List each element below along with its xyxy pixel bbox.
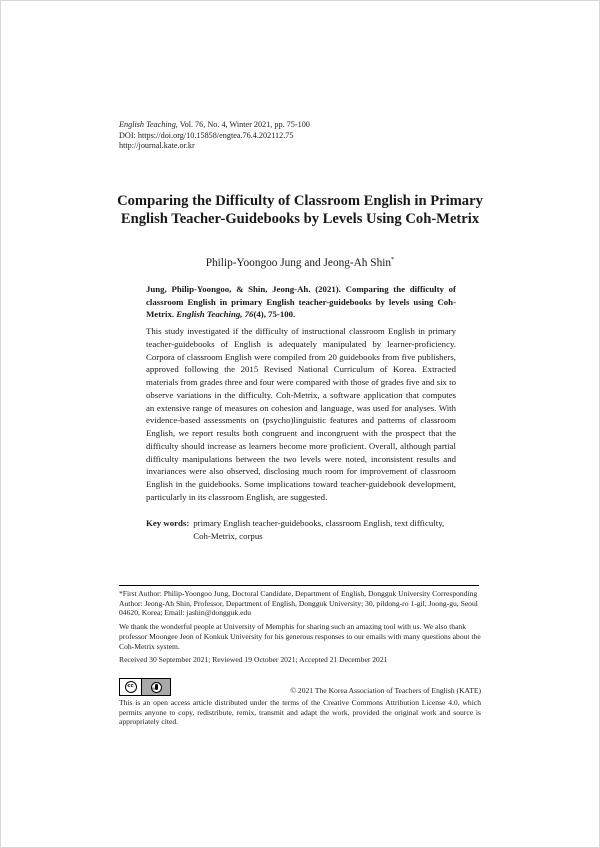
journal-name: English Teaching — [119, 120, 176, 129]
citation-journal: English Teaching, 76 — [176, 309, 254, 320]
cc-icon: cc — [125, 681, 137, 693]
author-line — [100, 256, 500, 269]
footnote-divider — [119, 585, 479, 586]
license-top-row — [119, 678, 481, 696]
cc-badge-left — [120, 679, 142, 695]
keywords-text: primary English teacher-guidebooks, classroom English, text difficulty, Coh-Metrix, corpus — [193, 518, 445, 541]
copyright-notice: © 2021 The Korea Association of Teachers of English (KATE) — [290, 686, 481, 696]
doi-line[interactable]: DOI: https://doi.org/10.15858/engtea.76.4.202112.75 — [119, 130, 294, 140]
by-label: BY — [151, 687, 156, 692]
submission-dates: Received 30 September 2021; Reviewed 19 October 2021; Accepted 21 December 2021 — [119, 655, 388, 665]
paper-title — [100, 193, 500, 228]
author-affiliation-note: *First Author: Philip-Yoongoo Jung, Doctoral Candidate, Department of English, Dongguk University Corresponding Author: Jeong-Ah Shin, Professor, Department of English, Dongguk University; 30, pildong-ro 1-gil, Joong-gu, Seoul 04620, Korea; Email: jashin@dongguk.edu — [119, 589, 478, 618]
journal-url[interactable]: http://journal.kate.or.kr — [119, 141, 195, 151]
license-text: This is an open access article distributed under the terms of the Creative Commons Attribution License 4.0, which permits anyone to copy, redistribute, remix, transmit and adapt the work, provided the original work and source is appropriately cited. — [119, 698, 481, 727]
citation-text: Jung, Philip-Yoongoo, & Shin, Jeong-Ah. (2021). Comparing the difficulty of classroom English in primary English teacher-guidebooks by levels using Coh-Metrix. — [146, 284, 456, 320]
abstract: This study investigated if the difficulty of instructional classroom English in primary teacher-guidebooks of English is adequately manipulated by learner-proficiency. Corpora of classroom English were compiled from 20 guidebooks from five publishers, approved following the 2015 Revised National Curriculum of Korea. Extracted materials from grades three and four were compared with those of grades five and six to observe variations in the difficulty. Coh-Metrix, a software application that computes an extensive range of measures on cohesion and language, was used for analyses. With evidence-based assessments on (psycho)linguistic features and patterns of classroom English, we report results both congruent and incongruent with the prospect that the difficulty should increase as learners become more proficient. Overall, although partial difficulty manipulations between the two levels were noted, inconsistent results and invariances were also observed, disclosing much room for improvement of classroom English in the guidebooks. Some implications toward teacher-guidebook development, particularly in its classroom English, are suggested. — [146, 326, 456, 502]
journal-header — [119, 120, 310, 152]
acknowledgment-note: We thank the wonderful people at University of Memphis for sharing such an amazing tool with us. We also thank professor Moongee Jeon of Konkuk University for his generous responses to our emails with many questions about the Coh-Metrix system. — [119, 622, 481, 651]
keywords — [146, 517, 456, 542]
volume-info: , Vol. 76, No. 4, Winter 2021, pp. 75-100 — [175, 120, 310, 129]
title-line-1: Comparing the Difficulty of Classroom English in Primary — [117, 193, 483, 209]
citation-issue-pages: (4), 75-100. — [253, 309, 296, 320]
keywords-label: Key words: — [146, 518, 190, 528]
author-footnote-marker: * — [391, 256, 395, 263]
citation-block — [146, 283, 456, 321]
cc-badge-right — [142, 679, 170, 695]
author-names: Philip-Yoongoo Jung and Jeong-Ah Shin — [205, 256, 392, 269]
journal-citation-line — [119, 120, 310, 131]
footnotes — [119, 589, 481, 669]
title-line-2: English Teacher-Guidebooks by Levels Using Coh-Metrix — [120, 210, 480, 227]
license-block — [119, 678, 481, 727]
cc-by-badge[interactable] — [119, 678, 171, 696]
